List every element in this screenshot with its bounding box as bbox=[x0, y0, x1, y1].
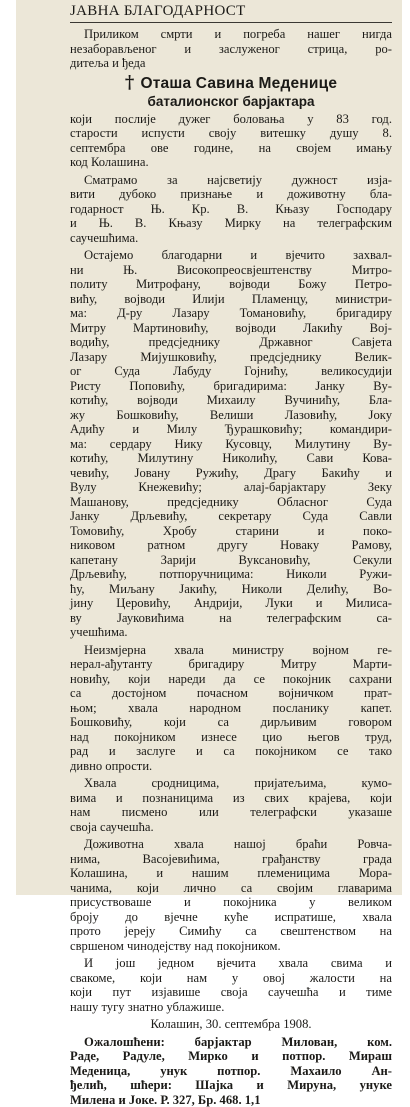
text-line: жу Бошковићу, Велиши Лазовићу, Јоку bbox=[70, 408, 392, 423]
cross-icon: † bbox=[125, 72, 135, 93]
text-line: своја саучешћа. bbox=[70, 820, 392, 835]
deceased-title: баталионског барјактара bbox=[70, 93, 392, 110]
paragraph-6 bbox=[70, 837, 392, 953]
text-line: ма: сердару Нику Кусовцу, Милутину Ву- bbox=[70, 437, 392, 452]
text-line: нима, Васојевићима, грађанству града bbox=[70, 852, 392, 867]
text-line: новићу, који нареди да се покојник сахрани bbox=[70, 672, 392, 687]
text-line: Колашина, и нашим племеницима Мора- bbox=[70, 866, 392, 881]
text-line: Митру Мартиновићу, војводи Лакићу Вој- bbox=[70, 321, 392, 336]
text-line: септембра ове године, на својем имању bbox=[70, 141, 392, 156]
text-line: ог Суда Лабуду Гојнићу, великосудији bbox=[70, 364, 392, 379]
text-line: нашу тугу знатно ублажише. bbox=[70, 1000, 392, 1015]
text-line: прото јереју Симићу са свештенством на bbox=[70, 924, 392, 939]
text-line: њом; хвала народном посланику капет. bbox=[70, 701, 392, 716]
text-line: присуствоваше и покојника у великом bbox=[70, 895, 392, 910]
text-line: ву Јауковићима на телеграфским са- bbox=[70, 611, 392, 626]
text-line: свршеном чинодејству над покојником. bbox=[70, 939, 392, 954]
text-line: никовом ратном другу Новаку Рамову, bbox=[70, 538, 392, 553]
paragraph-7 bbox=[70, 956, 392, 1014]
deceased-name bbox=[70, 73, 392, 93]
text-line: над покојником изнесе цио његов труд, bbox=[70, 730, 392, 745]
text-line: политу Митрофану, војводи Божу Петро- bbox=[70, 277, 392, 292]
text-line: Ристу Поповићу, бригадирима: Јанку Ву- bbox=[70, 379, 392, 394]
text-line: саучешћима. bbox=[70, 231, 392, 246]
text-line: Ожалошћени: барјактар Милован, ком. bbox=[70, 1035, 392, 1050]
newspaper-clipping bbox=[16, 0, 402, 895]
text-line: Сматрамо за најсветију дужност изја- bbox=[70, 173, 392, 188]
text-line: Милена и Јоке. Р. 327, Бр. 468. 1,1 bbox=[70, 1093, 392, 1107]
text-line: Остајемо благодарни и вјечито захвал- bbox=[70, 248, 392, 263]
text-line: свакоме, који нам у овој жалости на bbox=[70, 971, 392, 986]
text-line: Меденица, унук потпор. Махаило Ан- bbox=[70, 1064, 392, 1079]
text-line: дитеља и ђеда bbox=[70, 56, 392, 71]
mourners-paragraph bbox=[70, 1035, 392, 1107]
text-line: вићу, војводи Илији Пламенцу, министри- bbox=[70, 292, 392, 307]
paragraph-1 bbox=[70, 112, 392, 170]
notice-column bbox=[70, 2, 392, 1107]
text-line: незаборављеног и заслуженог стрица, ро- bbox=[70, 42, 392, 57]
text-line: И још једном вјечита хвала свима и bbox=[70, 956, 392, 971]
text-line: нерал-ађутанту бригадиру Митру Марти- bbox=[70, 657, 392, 672]
text-line: водићу, предсједнику Државног Савјета bbox=[70, 335, 392, 350]
text-line: који пут изјавише своја саучешћа и тиме bbox=[70, 985, 392, 1000]
text-line: Томовићу, Хробу старини и поко- bbox=[70, 524, 392, 539]
text-line: Приликом смрти и погреба нашег нигда bbox=[70, 27, 392, 42]
text-line: Доживотна хвала нашој браћи Ровча- bbox=[70, 837, 392, 852]
text-line: Бошковићу, који са дирљивим говором bbox=[70, 715, 392, 730]
text-line: чевићу, Јовану Ружићу, Драгу Бакићу и bbox=[70, 466, 392, 481]
text-line: старости испусти своју витешку душу 8. bbox=[70, 126, 392, 141]
text-line: Машанову, предсједнику Обласног Суда bbox=[70, 495, 392, 510]
paragraph-2 bbox=[70, 173, 392, 246]
text-line: ћу, Миљану Јакићу, Николи Делићу, Во- bbox=[70, 582, 392, 597]
text-line: Вулу Кнежевићу; алај-барјактару Зеку bbox=[70, 480, 392, 495]
heading-rule bbox=[70, 22, 392, 23]
text-line: Дрљевићу, потпоручницима: Николи Ружи- bbox=[70, 567, 392, 582]
text-line: ма: Д-ру Лазару Томановићу, бригадиру bbox=[70, 306, 392, 321]
text-line: котићу, војводи Михаилу Вучинићу, Бла- bbox=[70, 393, 392, 408]
text-line: Раде, Радуле, Мирко и потпор. Мираш bbox=[70, 1049, 392, 1064]
text-line: Лазару Мијушковићу, предсједнику Велик- bbox=[70, 350, 392, 365]
text-line: Адићу и Милу Ђурашковићу; командири- bbox=[70, 422, 392, 437]
text-line: капетану Зарији Вуксановићу, Секули bbox=[70, 553, 392, 568]
text-line: чанима, који лично са својим главарима bbox=[70, 881, 392, 896]
text-line: рад и заслуге и са покојником се тако bbox=[70, 744, 392, 759]
text-line: годарност Њ. Кр. В. Књазу Господару bbox=[70, 202, 392, 217]
text-line: вити дубоко признање и доживотну бла- bbox=[70, 187, 392, 202]
text-line: нам писмено или телеграфски указаше bbox=[70, 805, 392, 820]
text-line: Неизмјерна хвала министру војном ге- bbox=[70, 643, 392, 658]
text-line: код Колашина. bbox=[70, 155, 392, 170]
text-line: вима и познаницима из свих крајева, који bbox=[70, 791, 392, 806]
paragraph-5 bbox=[70, 776, 392, 834]
notice-heading: ЈАВНА БЛАГОДАРНОСТ bbox=[70, 2, 392, 20]
text-line: који послије дужег боловања у 83 год. bbox=[70, 112, 392, 127]
text-line: котићу, Милутину Николићу, Сави Кова- bbox=[70, 451, 392, 466]
paragraph-3 bbox=[70, 248, 392, 640]
intro-paragraph bbox=[70, 27, 392, 71]
text-line: дивно опрости. bbox=[70, 759, 392, 774]
text-line: са достојном почасном војничком прат- bbox=[70, 686, 392, 701]
paragraph-4 bbox=[70, 643, 392, 774]
dateline: Колашин, 30. септембра 1908. bbox=[70, 1017, 392, 1032]
text-line: Хвала сродницима, пријатељима, кумо- bbox=[70, 776, 392, 791]
text-line: броју до вјечне куће испратише, хвала bbox=[70, 910, 392, 925]
text-line: јину Церовићу, Андрији, Луки и Милиса- bbox=[70, 596, 392, 611]
deceased-name-text: Оташа Савина Меденице bbox=[140, 75, 337, 92]
text-line: Јанку Дрљевићу, секретару Суда Савли bbox=[70, 509, 392, 524]
text-line: и Њ. В. Књазу Мирку на телеграфским bbox=[70, 216, 392, 231]
text-line: ђелић, шћери: Шајка и Мируна, унуке bbox=[70, 1078, 392, 1093]
text-line: ни Њ. Високопреосвјештенству Митро- bbox=[70, 263, 392, 278]
text-line: учешћима. bbox=[70, 625, 392, 640]
